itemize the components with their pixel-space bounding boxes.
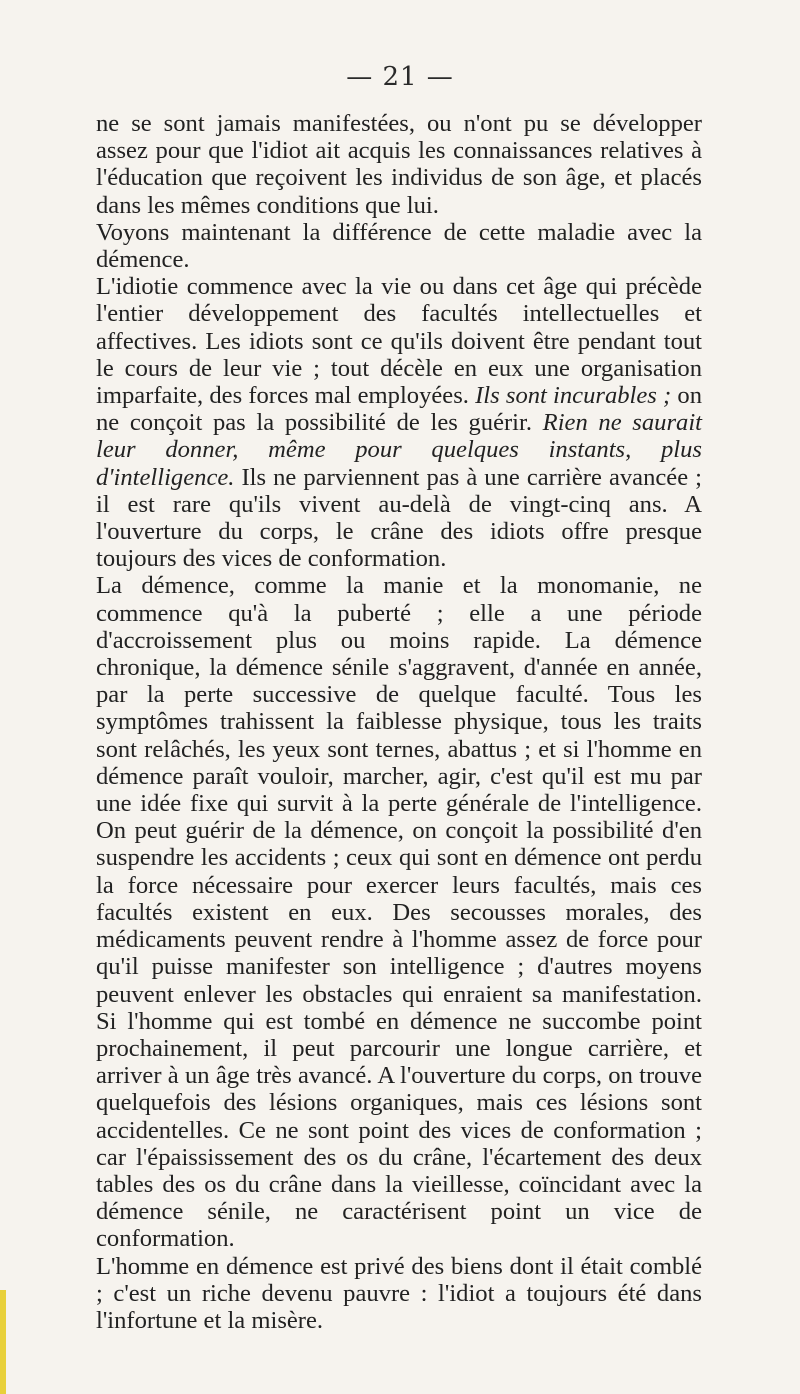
page-body: [96, 110, 702, 1334]
italic-text-segment: Ils sont incurables ;: [475, 382, 672, 410]
text-segment: La démence, comme la manie et la monomanie, ne commence qu'à la puberté ; elle a une période d'accroissement plus ou moins rapide. La démence chronique, la démence sénile s'aggravent, d'année en année, par la perte successive de quelque faculté. Tous les symptômes trahissent la faiblesse physique, tous les traits sont relâchés, les yeux sont ternes, abattus ; et si l'homme en démence paraît vouloir, marcher, agir, c'est qu'il est mu par une idée fixe qui survit à la perte générale de l'intelligence. On peut guérir de la démence, on conçoit la possibilité d'en suspendre les accidents ; ceux qui sont en démence ont perdu la force nécessaire pour exercer leurs facultés, mais ces facultés existent en eux. Des secousses morales, des médicaments peuvent rendre à l'homme assez de force pour qu'il puisse manifester son intelligence ; d'autres moyens peuvent enlever les obstacles qui enraient sa manifestation. Si l'homme qui est tombé en démence ne succombe point prochainement, il peut parcourir une longue carrière, et arriver à un âge très avancé. A l'ouverture du corps, on trouve quelquefois des lésions organiques, mais ces lésions sont accidentelles. Ce ne sont point des vices de conformation ; car l'épaississement des os du crâne, l'écartement des deux tables des os du crâne dans la vieillesse, coïncidant avec la démence sénile, ne caractérisent point un vice de conformation.: [96, 572, 702, 1253]
text-segment: L'idiotie commence avec la vie ou dans cet âge qui précède l'entier développement des facultés intellectuelles et affectives. Les idiots sont ce qu'ils doivent être pendant tout le cours de leur vie ; tout décèle en eux une organisation imparfaite, des forces mal employées.: [96, 273, 702, 410]
italic-text-segment: Rien ne saurait leur donner, même pour quelques instants, plus d'intelligence.: [96, 409, 702, 491]
page-number: — 21 —: [346, 62, 454, 92]
paragraph: [96, 572, 702, 1252]
text-segment: Ils ne parviennent pas à une carrière avancée ; il est rare qu'ils vivent au-delà de vingt-cinq ans. A l'ouverture du corps, le crâne des idiots offre presque toujours des vices de conformation.: [96, 463, 702, 573]
text-segment: ne se sont jamais manifestées, ou n'ont pu se développer assez pour que l'idiot ait acquis les connaissances relatives à l'éducation que reçoivent les individus de son âge, et placés dans les mêmes conditions que lui.: [96, 110, 702, 219]
paragraph: [96, 1253, 702, 1335]
text-segment: Voyons maintenant la différence de cette maladie avec la démence.: [96, 218, 702, 274]
text-segment: on ne conçoit pas la possibilité de les guérir.: [96, 382, 702, 437]
text-segment: L'homme en démence est privé des biens dont il était comblé ; c'est un riche devenu pauvre : l'idiot a toujours été dans l'infortune et la misère.: [96, 1252, 702, 1334]
paragraph: [96, 110, 702, 219]
paragraph: [96, 219, 702, 273]
paragraph: [96, 273, 702, 572]
page-edge-mark: [0, 1290, 6, 1394]
